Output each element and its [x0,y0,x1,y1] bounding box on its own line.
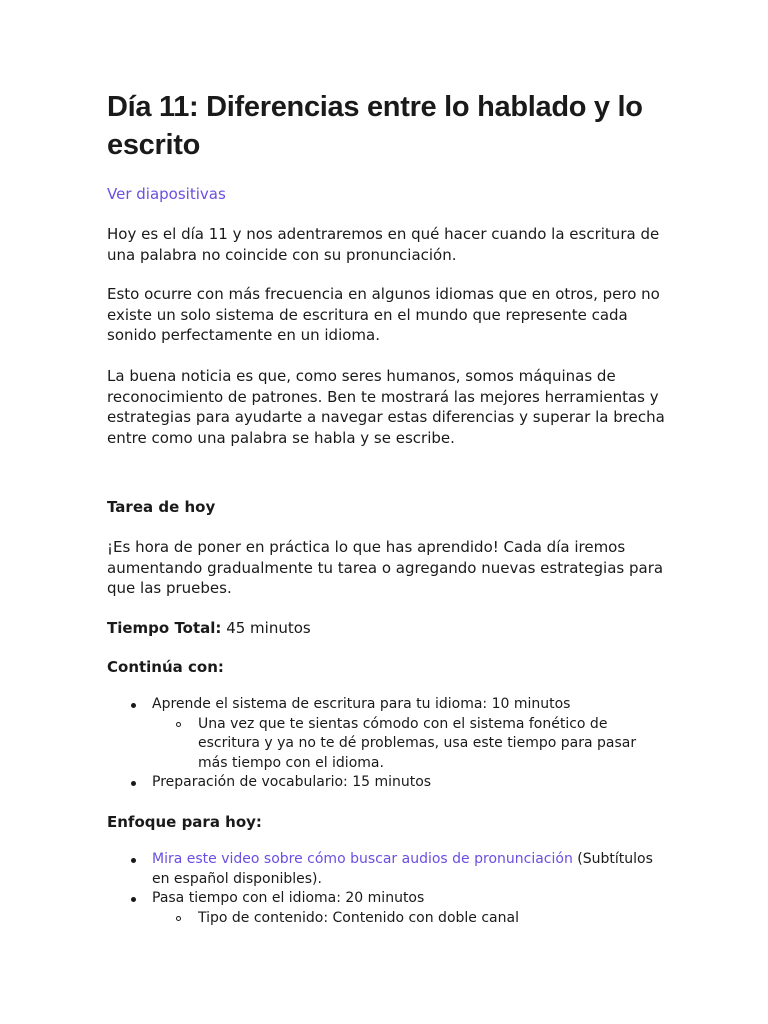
intro-paragraph-3: La buena noticia es que, como seres humanos, somos máquinas de reconocimiento de patrones. Ben te mostrará las mejores herramientas y estrategias para ayudarte a navegar estas diferencias y superar la brecha entre como una palabra se habla y se escribe. [107,367,665,448]
focus-heading: Enfoque para hoy: [107,813,262,831]
continue-heading: Continúa con: [107,658,224,676]
list-item-text: Aprende el sistema de escritura para tu idioma: 10 minutos [152,696,571,712]
list-item [107,695,667,773]
total-time-label: Tiempo Total: [107,619,222,637]
sub-list-item: Tipo de contenido: Contenido con doble canal [152,909,667,929]
intro-paragraph-1: Hoy es el día 11 y nos adentraremos en qué hacer cuando la escritura de una palabra no coincide con su pronunciación. [107,225,660,264]
focus-list [107,850,667,928]
sub-list [152,715,667,774]
intro-paragraph-2: Esto ocurre con más frecuencia en algunos idiomas que en otros, pero no existe un solo sistema de escritura en el mundo que represente cada sonido perfectamente en un idioma. [107,285,660,345]
sub-list [152,909,667,929]
total-time-line [107,618,667,639]
continue-list [107,695,667,793]
list-item: Preparación de vocabulario: 15 minutos [107,773,667,793]
pronunciation-video-link[interactable]: Mira este video sobre cómo buscar audios de pronunciación [152,851,573,867]
view-slides-link[interactable]: Ver diapositivas [107,185,226,203]
subtitles-note: (Subtítulos en español disponibles). [152,851,653,887]
sub-list-item: Una vez que te sientas cómodo con el sistema fonético de escritura y ya no te dé problemas, usa este tiempo para pasar más tiempo con el idioma. [152,715,667,774]
list-item-text: Pasa tiempo con el idioma: 20 minutos [152,890,425,906]
list-item [107,850,667,889]
total-time-value: 45 minutos [221,619,311,637]
page-title: Día 11: Diferencias entre lo hablado y lo escrito [107,91,643,161]
task-paragraph: ¡Es hora de poner en práctica lo que has aprendido! Cada día iremos aumentando gradualmente tu tarea o agregando nuevas estrategias para que las pruebes. [107,538,664,598]
task-heading: Tarea de hoy [107,498,216,516]
list-item [107,889,667,928]
